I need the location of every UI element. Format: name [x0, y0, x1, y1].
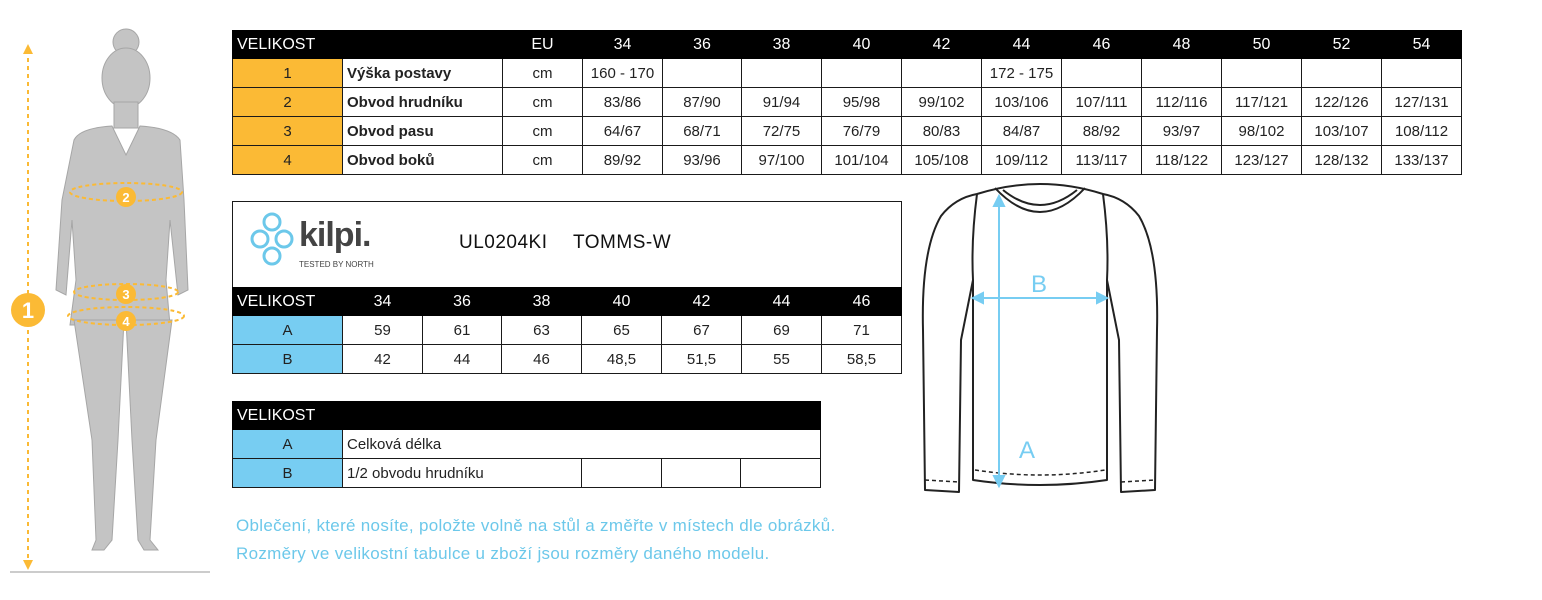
- shirt-label-b: B: [1031, 271, 1048, 298]
- product-table-header: [233, 288, 902, 316]
- kilpi-knot-logo-icon: [249, 208, 295, 270]
- brand-tagline: TESTED BY NORTH: [299, 260, 374, 269]
- cell: 65: [582, 316, 662, 345]
- cell: 58,5: [822, 345, 902, 374]
- header-size: 46: [1062, 31, 1142, 59]
- cell: [902, 59, 982, 88]
- cell: 61: [423, 316, 502, 345]
- cell: 55: [742, 345, 822, 374]
- cell: 95/98: [822, 88, 902, 117]
- cell: 48,5: [582, 345, 662, 374]
- cell: 113/117: [1062, 146, 1142, 175]
- table-row: [233, 88, 1462, 117]
- table-row: [233, 345, 902, 374]
- instruction-note: Rozměry ve velikostní tabulce u zboží jsou rozměry daného modelu.: [236, 544, 770, 563]
- cell: 72/75: [742, 117, 822, 146]
- row-number: 3: [233, 117, 343, 146]
- header-size: 36: [663, 31, 742, 59]
- row-unit: cm: [503, 88, 583, 117]
- cell: [742, 59, 822, 88]
- header-size: 34: [583, 31, 663, 59]
- header-size: 38: [502, 288, 582, 316]
- cell: 87/90: [663, 88, 742, 117]
- cell: 44: [423, 345, 502, 374]
- row-label: Výška postavy: [343, 59, 503, 88]
- product-name: TOMMS-W: [573, 232, 672, 253]
- cell: 109/112: [982, 146, 1062, 175]
- header-velikost: VELIKOST: [233, 31, 503, 59]
- cell: 59: [343, 316, 423, 345]
- marker-3: 3: [122, 287, 130, 302]
- cell: 98/102: [1222, 117, 1302, 146]
- cell: 133/137: [1382, 146, 1462, 175]
- cell: 107/111: [1062, 88, 1142, 117]
- header-velikost: VELIKOST: [233, 288, 343, 316]
- cell: 117/121: [1222, 88, 1302, 117]
- cell: 76/79: [822, 117, 902, 146]
- table-row: [233, 146, 1462, 175]
- header-size: 36: [423, 288, 502, 316]
- cell: 84/87: [982, 117, 1062, 146]
- header-velikost: VELIKOST: [233, 402, 821, 430]
- header-size: 46: [822, 288, 902, 316]
- cell: 122/126: [1302, 88, 1382, 117]
- table-row: [233, 59, 1462, 88]
- cell: 89/92: [583, 146, 663, 175]
- cell: 127/131: [1382, 88, 1462, 117]
- cell: 91/94: [742, 88, 822, 117]
- row-label: B: [233, 345, 343, 374]
- cell: [662, 459, 741, 488]
- header-size: 48: [1142, 31, 1222, 59]
- row-unit: cm: [503, 59, 583, 88]
- header-size: 40: [822, 31, 902, 59]
- cell: 46: [502, 345, 582, 374]
- cell: 83/86: [583, 88, 663, 117]
- product-code: UL0204KI: [459, 232, 548, 253]
- cell: 103/106: [982, 88, 1062, 117]
- header-size: 50: [1222, 31, 1302, 59]
- body-table-header: [233, 31, 1462, 59]
- cell: 97/100: [742, 146, 822, 175]
- cell: 103/107: [1302, 117, 1382, 146]
- row-label: A: [233, 430, 343, 459]
- table-row: [233, 459, 821, 488]
- cell: 105/108: [902, 146, 982, 175]
- cell: 93/97: [1142, 117, 1222, 146]
- header-size: 42: [662, 288, 742, 316]
- header-size: 40: [582, 288, 662, 316]
- cell: 63: [502, 316, 582, 345]
- header-size: 52: [1302, 31, 1382, 59]
- row-description: 1/2 obvodu hrudníku: [343, 459, 582, 488]
- cell: 88/92: [1062, 117, 1142, 146]
- cell: 67: [662, 316, 742, 345]
- cell: [663, 59, 742, 88]
- cell: 108/112: [1382, 117, 1462, 146]
- header-eu: EU: [503, 31, 583, 59]
- table-row: [233, 117, 1462, 146]
- cell: 172 - 175: [982, 59, 1062, 88]
- marker-1: 1: [21, 298, 35, 323]
- header-size: 54: [1382, 31, 1462, 59]
- header-size: 34: [343, 288, 423, 316]
- cell: [1062, 59, 1142, 88]
- row-number: 4: [233, 146, 343, 175]
- row-label: Obvod hrudníku: [343, 88, 503, 117]
- table-row: [233, 430, 821, 459]
- header-size: 44: [742, 288, 822, 316]
- header-size: 38: [742, 31, 822, 59]
- marker-4: 4: [122, 314, 130, 329]
- product-size-table: [232, 287, 902, 374]
- cell: [822, 59, 902, 88]
- row-label: Obvod pasu: [343, 117, 503, 146]
- cell: [1382, 59, 1462, 88]
- brand-name: kilpi.: [299, 216, 371, 254]
- row-label: Obvod boků: [343, 146, 503, 175]
- legend-table-header: [233, 402, 821, 430]
- row-unit: cm: [503, 146, 583, 175]
- cell: [582, 459, 662, 488]
- cell: 69: [742, 316, 822, 345]
- cell: [1142, 59, 1222, 88]
- product-header: [232, 201, 902, 288]
- cell: 128/132: [1302, 146, 1382, 175]
- cell: 71: [822, 316, 902, 345]
- cell: [1222, 59, 1302, 88]
- shirt-measurement-diagram: [915, 180, 1165, 510]
- cell: 51,5: [662, 345, 742, 374]
- cell: 64/67: [583, 117, 663, 146]
- cell: 160 - 170: [583, 59, 663, 88]
- cell: 80/83: [902, 117, 982, 146]
- row-number: 1: [233, 59, 343, 88]
- cell: 42: [343, 345, 423, 374]
- cell: [741, 459, 821, 488]
- cell: 93/96: [663, 146, 742, 175]
- row-label: B: [233, 459, 343, 488]
- cell: 99/102: [902, 88, 982, 117]
- row-label: A: [233, 316, 343, 345]
- cell: 101/104: [822, 146, 902, 175]
- marker-2: 2: [122, 190, 130, 205]
- row-description: Celková délka: [343, 430, 821, 459]
- row-number: 2: [233, 88, 343, 117]
- cell: 68/71: [663, 117, 742, 146]
- table-row: [233, 316, 902, 345]
- cell: 123/127: [1222, 146, 1302, 175]
- cell: 112/116: [1142, 88, 1222, 117]
- body-measurement-figure: [0, 20, 215, 580]
- measurement-legend-table: [232, 401, 821, 488]
- row-unit: cm: [503, 117, 583, 146]
- instruction-note: Oblečení, které nosíte, položte volně na stůl a změřte v místech dle obrázků.: [236, 516, 836, 535]
- shirt-label-a: A: [1019, 437, 1036, 464]
- body-size-table: [232, 30, 1462, 175]
- header-size: 42: [902, 31, 982, 59]
- header-size: 44: [982, 31, 1062, 59]
- cell: 118/122: [1142, 146, 1222, 175]
- cell: [1302, 59, 1382, 88]
